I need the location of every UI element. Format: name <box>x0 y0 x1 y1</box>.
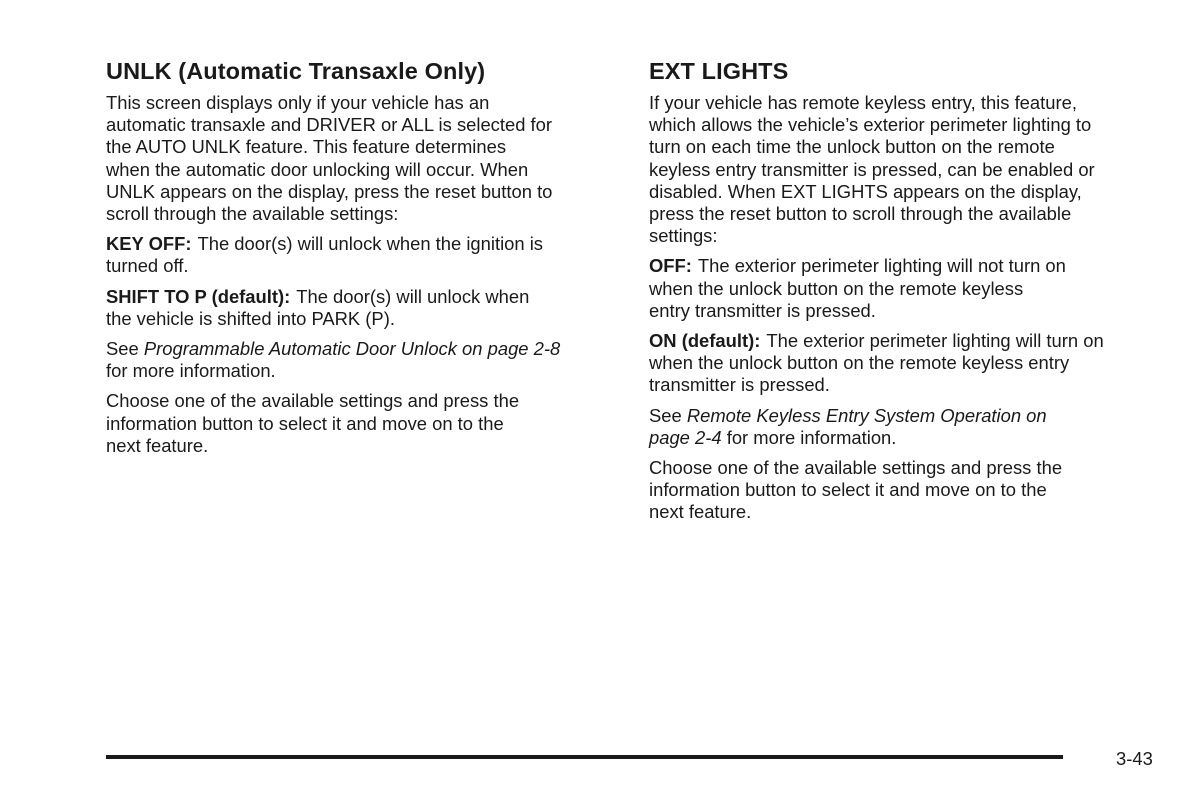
cross-reference-link: Programmable Automatic Door Unlock on page 2-8 <box>143 338 561 360</box>
unlk-intro: This screen displays only if your vehicle has an automatic transaxle and DRIVER or ALL is selected for the AUTO UNLK feature. This feature determines when the automatic door unlocking will occur. When UNLK appears on the display, press the reset button to scroll through the available settings: <box>106 92 553 225</box>
left-column <box>106 56 616 465</box>
unlk-closing: Choose one of the available settings and press the information button to select it and move on to the next feature. <box>106 390 520 456</box>
unlk-see-reference <box>106 338 616 382</box>
ext-lights-option-on <box>649 330 1164 397</box>
see-suffix: for more information. <box>106 360 276 382</box>
ext-lights-heading: EXT LIGHTS <box>649 58 789 84</box>
option-term: ON (default): <box>649 330 761 352</box>
unlk-heading: UNLK (Automatic Transaxle Only) <box>106 58 486 84</box>
ext-lights-intro: If your vehicle has remote keyless entry, this feature, which allows the vehicle’s exterior perimeter lighting to turn on each time the unlock button on the remote keyless entry transmitter is pressed, can be enabled or disabled. When EXT LIGHTS appears on the display, press the reset button to scroll through the available settings: <box>649 92 1095 247</box>
see-prefix: See <box>106 338 144 360</box>
ext-lights-closing: Choose one of the available settings and press the information button to select it and move on to the next feature. <box>649 457 1063 523</box>
option-term: OFF: <box>649 255 692 277</box>
option-text: The exterior perimeter lighting will turn on when the unlock button on the remote keyless entry transmitter is pressed. <box>649 330 1104 396</box>
option-text: The door(s) will unlock when the ignition is turned off. <box>106 233 543 277</box>
option-text: The exterior perimeter lighting will not turn on when the unlock button on the remote keyless entry transmitter is pressed. <box>649 255 1066 321</box>
page-number: 3-43 <box>1116 748 1153 769</box>
ext-lights-option-off <box>649 255 1164 322</box>
ext-lights-see-reference <box>649 405 1164 449</box>
unlk-option-shift-to-p <box>106 286 616 330</box>
footer-rule <box>106 755 1063 759</box>
right-column <box>649 56 1164 532</box>
see-suffix: for more information. <box>721 426 897 448</box>
option-term: KEY OFF: <box>106 233 192 255</box>
see-prefix: See <box>649 404 687 426</box>
cross-reference-link: Remote Keyless Entry System Operation on page 2-4 <box>649 404 1047 448</box>
unlk-option-key-off <box>106 233 616 277</box>
option-text: The door(s) will unlock when the vehicle is shifted into PARK (P). <box>106 285 530 329</box>
option-term: SHIFT TO P (default): <box>106 285 291 307</box>
